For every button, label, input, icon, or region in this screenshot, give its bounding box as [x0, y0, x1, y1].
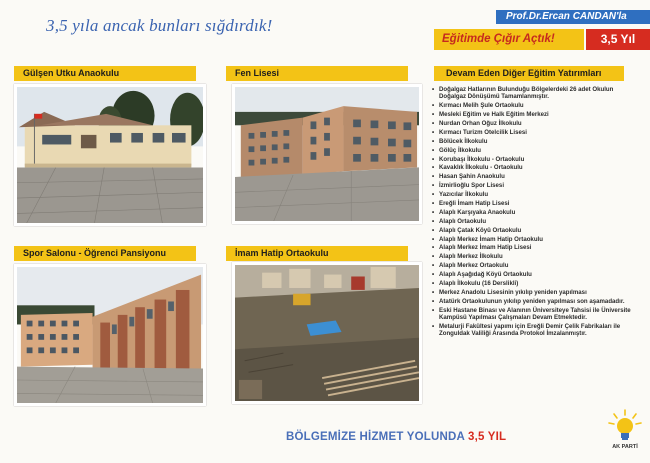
list-item: • Kırmacı Melih Şule Ortaokulu	[430, 102, 636, 109]
list-item: • Metalurji Fakültesi yapımı için Ereğli Demir Çelik Fabrikaları ile Zonguldak Valiliği Arasında Protokol İmzalanmıştır.	[430, 323, 636, 338]
lightbulb-icon	[606, 408, 644, 444]
list-item: • Alaplı Karşıyaka Anaokulu	[430, 209, 636, 216]
author-band: Prof.Dr.Ercan CANDAN'la	[496, 10, 650, 24]
list-item: • Alaplı Merkez İlkokulu	[430, 253, 636, 260]
slogan-band: Eğitimde Çığır Açtık!	[434, 29, 584, 50]
party-logo	[606, 408, 644, 456]
card-label-kindergarten: Gülşen Utku Anaokulu	[14, 66, 196, 81]
footer-slogan-text: BÖLGEMİZE HİZMET YOLUNDA	[286, 431, 465, 443]
list-item: • Alaplı Ortaokulu	[430, 218, 636, 225]
list-item: • Hasan Şahin Anaokulu	[430, 173, 636, 180]
list-item: • İzmirlioğlu Spor Lisesi	[430, 182, 636, 189]
list-item: • Alaplı İlkokulu (16 Derslikli)	[430, 280, 636, 287]
imam-hatip-school-photo	[232, 262, 422, 404]
list-item: • Alaplı Merkez Ortaokulu	[430, 262, 636, 269]
list-item: • Atatürk Ortaokulunun yıkılıp yeniden yapılması son aşamadadır.	[430, 298, 636, 305]
list-item: • Korubaşı İlkokulu - Ortaokulu	[430, 156, 636, 163]
card-label-imam-hatip-school: İmam Hatip Ortaokulu	[226, 246, 408, 261]
list-item: • Bölücek İlkokulu	[430, 138, 636, 145]
footer-years: 3,5 YIL	[467, 431, 507, 443]
investments-list	[430, 86, 636, 339]
list-item: • Alaplı Merkez İmam Hatip Lisesi	[430, 244, 636, 251]
list-item: • Gölüç İlkokulu	[430, 147, 636, 154]
list-item: • Kırmacı Turizm Otelcilik Lisesi	[430, 129, 636, 136]
investments-title: Devam Eden Diğer Eğitim Yatırımları	[434, 66, 624, 81]
sports-hall-photo	[14, 264, 206, 406]
script-title: 3,5 yıla ancak bunları sığdırdık!	[46, 16, 273, 35]
list-item: • Alaplı Çatak Köyü Ortaokulu	[430, 227, 636, 234]
list-item: • Alaplı Aşağıdağ Köyü Ortaokulu	[430, 271, 636, 278]
kindergarten-photo	[14, 84, 206, 226]
list-item: • Doğalgaz Hatlarının Bulunduğu Bölgelerdeki 26 adet Okulun Doğalgaz Dönüşümü Tamamlanmıştır.	[430, 86, 636, 101]
list-item: • Nurdan Orhan Oğuz İlkokulu	[430, 120, 636, 127]
card-label-science-high-school: Fen Lisesi	[226, 66, 408, 81]
science-high-school-photo	[232, 84, 422, 224]
list-item: • Kavaklık İlkokulu - Ortaokulu	[430, 164, 636, 171]
card-label-sports-hall-dormitory: Spor Salonu - Öğrenci Pansiyonu	[14, 246, 196, 261]
list-item: • Mesleki Eğitim ve Halk Eğitim Merkezi	[430, 111, 636, 118]
footer-slogan	[286, 431, 506, 443]
list-item: • Alaplı Merkez İmam Hatip Ortaokulu	[430, 236, 636, 243]
list-item: • Yazıcılar İlkokulu	[430, 191, 636, 198]
list-item: • Ereğli İmam Hatip Lisesi	[430, 200, 636, 207]
logo-text: AK PARTİ	[612, 444, 638, 450]
list-item: • Eski Hastane Binası ve Alanının Üniversiteye Tahsisi ile Üniversite Kampüsü Yapılması Çalışmaları Devam Etmektedir.	[430, 307, 636, 322]
list-item: • Merkez Anadolu Lisesinin yıkılıp yeniden yapılması	[430, 289, 636, 296]
years-badge: 3,5 Yıl	[586, 29, 650, 50]
